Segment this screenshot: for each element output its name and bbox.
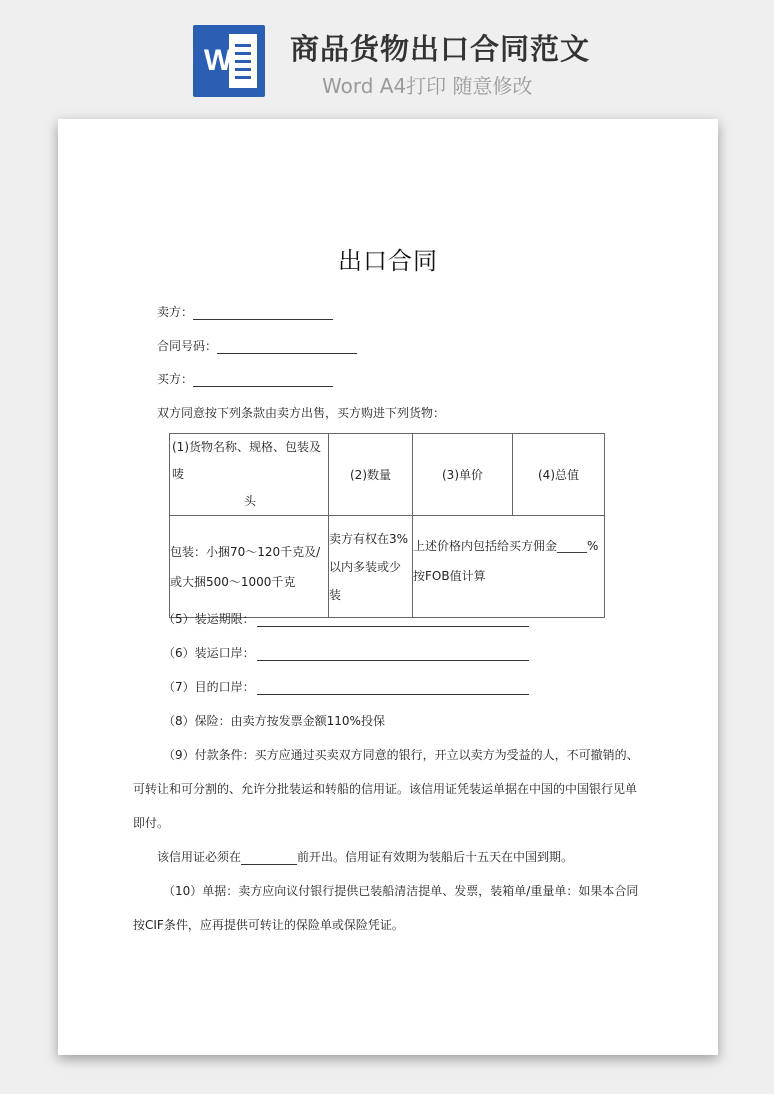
page-subtitle: Word A4打印 随意修改	[322, 74, 533, 98]
insurance-clause: （8）保险：由卖方按发票金额110%投保	[163, 714, 385, 728]
cell-quantity-line1: 卖方有权在3%	[329, 531, 409, 546]
intro-text: 双方同意按下列条款由卖方出售，买方购进下列货物：	[157, 406, 446, 420]
seller-blank[interactable]	[193, 305, 333, 320]
cell-packing-line2: 或大捆500～1000千克	[170, 574, 296, 589]
contract-no-blank[interactable]	[217, 339, 357, 354]
word-icon-letter: W	[203, 44, 233, 77]
contract-title: 出口合同	[338, 247, 438, 275]
port-of-loading-field	[163, 644, 529, 661]
shipment-period-blank[interactable]	[257, 612, 529, 627]
header-goods-line2: 头	[243, 494, 256, 508]
buyer-field	[157, 370, 333, 387]
port-of-destination-field	[163, 678, 529, 695]
header-quantity: (2)数量	[329, 434, 413, 516]
seller-label: 卖方：	[157, 305, 194, 319]
lc-date-blank[interactable]	[241, 850, 297, 865]
documents-clause-line1: （10）单据：卖方应向议付银行提供已装船清洁提单、发票，装箱单/重量单：如果本合同	[163, 884, 639, 898]
header-unit-price: (3)单价	[413, 434, 513, 516]
shipment-period-label: （5）装运期限：	[163, 612, 255, 626]
lc-clause-before: 该信用证必须在	[157, 850, 242, 864]
header-goods-line1: (1)货物名称、规格、包装及唛	[172, 440, 321, 481]
payment-clause-line3: 即付。	[133, 816, 170, 830]
port-of-destination-blank[interactable]	[257, 680, 529, 695]
cell-quantity-line3: 装	[329, 587, 342, 602]
cell-commission	[413, 516, 605, 618]
cell-quantity-line2: 以内多装或少	[329, 559, 402, 574]
goods-table	[169, 433, 605, 618]
table-header-row	[170, 434, 605, 516]
header-total: (4)总值	[513, 434, 605, 516]
buyer-label: 买方：	[157, 372, 194, 386]
cell-quantity-tolerance	[329, 516, 413, 618]
page-title: 商品货物出口合同范文	[290, 32, 591, 66]
header-goods	[170, 434, 329, 516]
cell-commission-line2: 按FOB值计算	[413, 568, 486, 583]
cell-packing	[170, 516, 329, 618]
contract-no-label: 合同号码：	[157, 339, 218, 353]
payment-clause-line2: 可转让和可分割的、允许分批装运和转船的信用证。该信用证凭装运单据在中国的中国银行见单	[133, 782, 638, 796]
word-document-icon	[193, 25, 265, 97]
header	[0, 0, 774, 110]
lc-clause	[157, 848, 573, 865]
contract-no-field	[157, 337, 357, 354]
document-page	[58, 119, 718, 1055]
port-of-loading-label: （6）装运口岸：	[163, 646, 255, 660]
seller-field	[157, 303, 333, 320]
cell-commission-line1: 上述价格内包括给买方佣金_____%	[413, 538, 599, 553]
table-row	[170, 516, 605, 618]
shipment-period-field	[163, 610, 529, 627]
port-of-destination-label: （7）目的口岸：	[163, 680, 255, 694]
documents-clause-line2: 按CIF条件，应再提供可转让的保险单或保险凭证。	[133, 918, 404, 932]
lc-clause-after: 前开出。信用证有效期为装船后十五天在中国到期。	[297, 850, 574, 864]
payment-clause-line1: （9）付款条件：买方应通过买卖双方同意的银行，开立以卖方为受益的人，不可撤销的、	[163, 748, 639, 762]
port-of-loading-blank[interactable]	[257, 646, 529, 661]
cell-packing-line1: 包装：小捆70～120千克及/	[170, 544, 321, 559]
buyer-blank[interactable]	[193, 372, 333, 387]
